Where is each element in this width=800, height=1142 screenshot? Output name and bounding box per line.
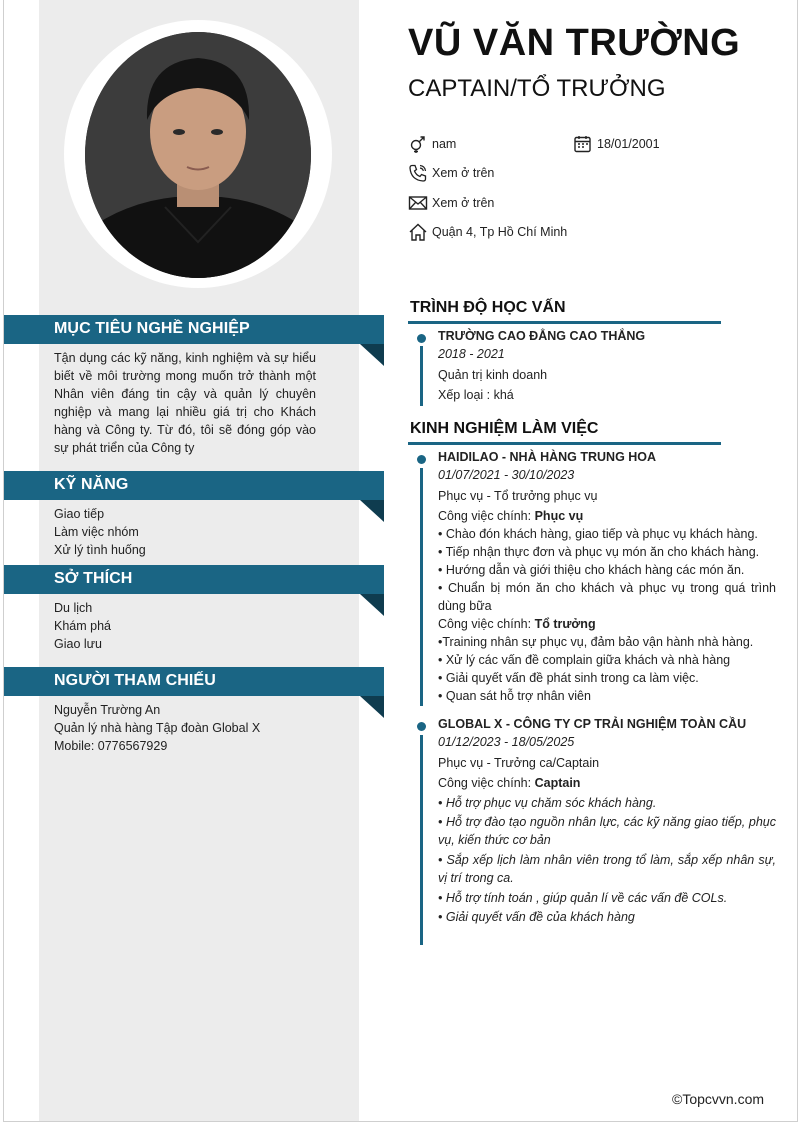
job-timeline [420, 735, 423, 945]
timeline-dot [417, 455, 426, 464]
skills-list [54, 505, 316, 559]
job-bullet: • Giải quyết vấn đề phát sinh trong ca làm việc. [438, 671, 699, 685]
education-period: 2018 - 2021 [438, 347, 505, 361]
experience-title: KINH NGHIỆM LÀM VIỆC [410, 420, 599, 437]
job-bullet: • Chào đón khách hàng, giao tiếp và phục vụ khách hàng. [438, 527, 758, 541]
dob-value: 18/01/2001 [597, 137, 660, 151]
skills-fold [360, 500, 384, 522]
job-period: 01/07/2021 - 30/10/2023 [438, 468, 575, 482]
candidate-name: VŨ VĂN TRƯỜNG [408, 22, 741, 64]
list-item: Nguyễn Trường An [54, 703, 161, 717]
timeline-dot [417, 722, 426, 731]
list-item: Quản lý nhà hàng Tập đoàn Global X [54, 721, 261, 735]
education-major: Quản trị kinh doanh [438, 368, 548, 382]
candidate-role: CAPTAIN/TỔ TRƯỞNG [408, 75, 666, 102]
address-value: Quận 4, Tp Hồ Chí Minh [432, 225, 568, 239]
job-position: Phục vụ - Trưởng ca/Captain [438, 756, 600, 770]
references-header [4, 667, 384, 696]
references-fold [360, 696, 384, 718]
dob-row [573, 134, 660, 154]
job-period: 01/12/2023 - 18/05/2025 [438, 735, 575, 749]
copyright: ©Topcvvn.com [672, 1091, 765, 1107]
list-item: Mobile: 0776567929 [54, 739, 168, 753]
references-list [54, 701, 316, 755]
email-row [408, 193, 494, 213]
education-underline [408, 321, 721, 324]
home-icon [408, 222, 428, 242]
education-school: TRƯỜNG CAO ĐẲNG CAO THẮNG [438, 329, 646, 343]
job-bullet: • Hướng dẫn và giới thiệu cho khách hàng các món ăn. [438, 563, 745, 577]
job-bullet: • Sắp xếp lịch làm nhân viên trong tổ làm, sắp xếp nhân sự, vị trí trong ca. [438, 853, 776, 885]
hobbies-title: SỞ THÍCH [54, 570, 133, 587]
phone-row [408, 163, 494, 183]
gender-row [408, 134, 456, 154]
job-bullet: • Giải quyết vấn đề của khách hàng [438, 910, 635, 924]
list-item: Giao lưu [54, 637, 102, 651]
objective-header [4, 315, 384, 344]
gender-value: nam [432, 137, 457, 151]
timeline-dot [417, 334, 426, 343]
objective-text: Tận dụng các kỹ năng, kinh nghiệm và sự hiểu biết về môi trường mong muốn trở thành một Nhân viên đáng tin cậy và quản lý chuyên nghiệp và mang lại nhiều giá trị cho Khách hàng và Công ty. Từ đó, tôi sẽ đóng góp vào sự phát triển của Công ty [54, 351, 316, 455]
email-value: Xem ở trên [432, 196, 495, 210]
education-timeline [420, 346, 423, 406]
job-bullet: • Xử lý các vấn đề complain giữa khách và nhà hàng [438, 653, 731, 667]
phone-value: Xem ở trên [432, 166, 495, 180]
job-bullet: • Hỗ trợ phục vụ chăm sóc khách hàng. [438, 796, 657, 810]
job-position: Phục vụ - Tổ trưởng phục vụ [438, 489, 598, 503]
education-rank: Xếp loại : khá [438, 388, 514, 402]
job-timeline [420, 468, 423, 706]
address-row [408, 222, 567, 242]
job-company: HAIDILAO - NHÀ HÀNG TRUNG HOA [438, 450, 657, 464]
list-item: Khám phá [54, 619, 111, 633]
hobbies-fold [360, 594, 384, 616]
skills-title: KỸ NĂNG [54, 476, 129, 493]
envelope-icon [408, 193, 428, 213]
list-item: Giao tiếp [54, 507, 105, 521]
list-item: Du lịch [54, 601, 93, 615]
hobbies-list [54, 599, 316, 653]
experience-underline [408, 442, 721, 445]
education-title: TRÌNH ĐỘ HỌC VẤN [410, 299, 566, 316]
gender-icon [408, 134, 428, 154]
profile-photo [85, 32, 311, 278]
skills-header [4, 471, 384, 500]
calendar-icon [573, 134, 593, 154]
job-bullet: • Hỗ trợ đào tạo nguồn nhân lực, các kỹ năng giao tiếp, phục vụ, kiến thức cơ bản [438, 815, 776, 847]
hobbies-header [4, 565, 384, 594]
objective-title: MỤC TIÊU NGHỀ NGHIỆP [54, 320, 250, 337]
job-bullet: • Hỗ trợ tính toán , giúp quản lí về các vấn đề COLs. [438, 891, 728, 905]
list-item: Xử lý tình huống [54, 543, 146, 557]
job-bullet: • Tiếp nhận thực đơn và phục vụ món ăn cho khách hàng. [438, 545, 760, 559]
objective-fold [360, 344, 384, 366]
job-bullet: • Quan sát hỗ trợ nhân viên [438, 689, 591, 703]
job-bullet: •Training nhân sự phục vụ, đảm bảo vận hành nhà hàng. [438, 635, 754, 649]
phone-icon [408, 163, 428, 183]
job-duty: Công việc chính: Tổ trưởng [438, 617, 596, 631]
references-title: NGƯỜI THAM CHIẾU [54, 672, 216, 689]
job-company: GLOBAL X - CÔNG TY CP TRẢI NGHIỆM TOÀN CẦU [438, 717, 747, 731]
list-item: Làm việc nhóm [54, 525, 139, 539]
job-duty: Công việc chính: Phục vụ [438, 509, 584, 523]
job-bullet: • Chuẩn bị món ăn cho khách và phục vụ trong quá trình dùng bữa [438, 581, 776, 613]
job-duty: Công việc chính: Captain [438, 776, 581, 790]
